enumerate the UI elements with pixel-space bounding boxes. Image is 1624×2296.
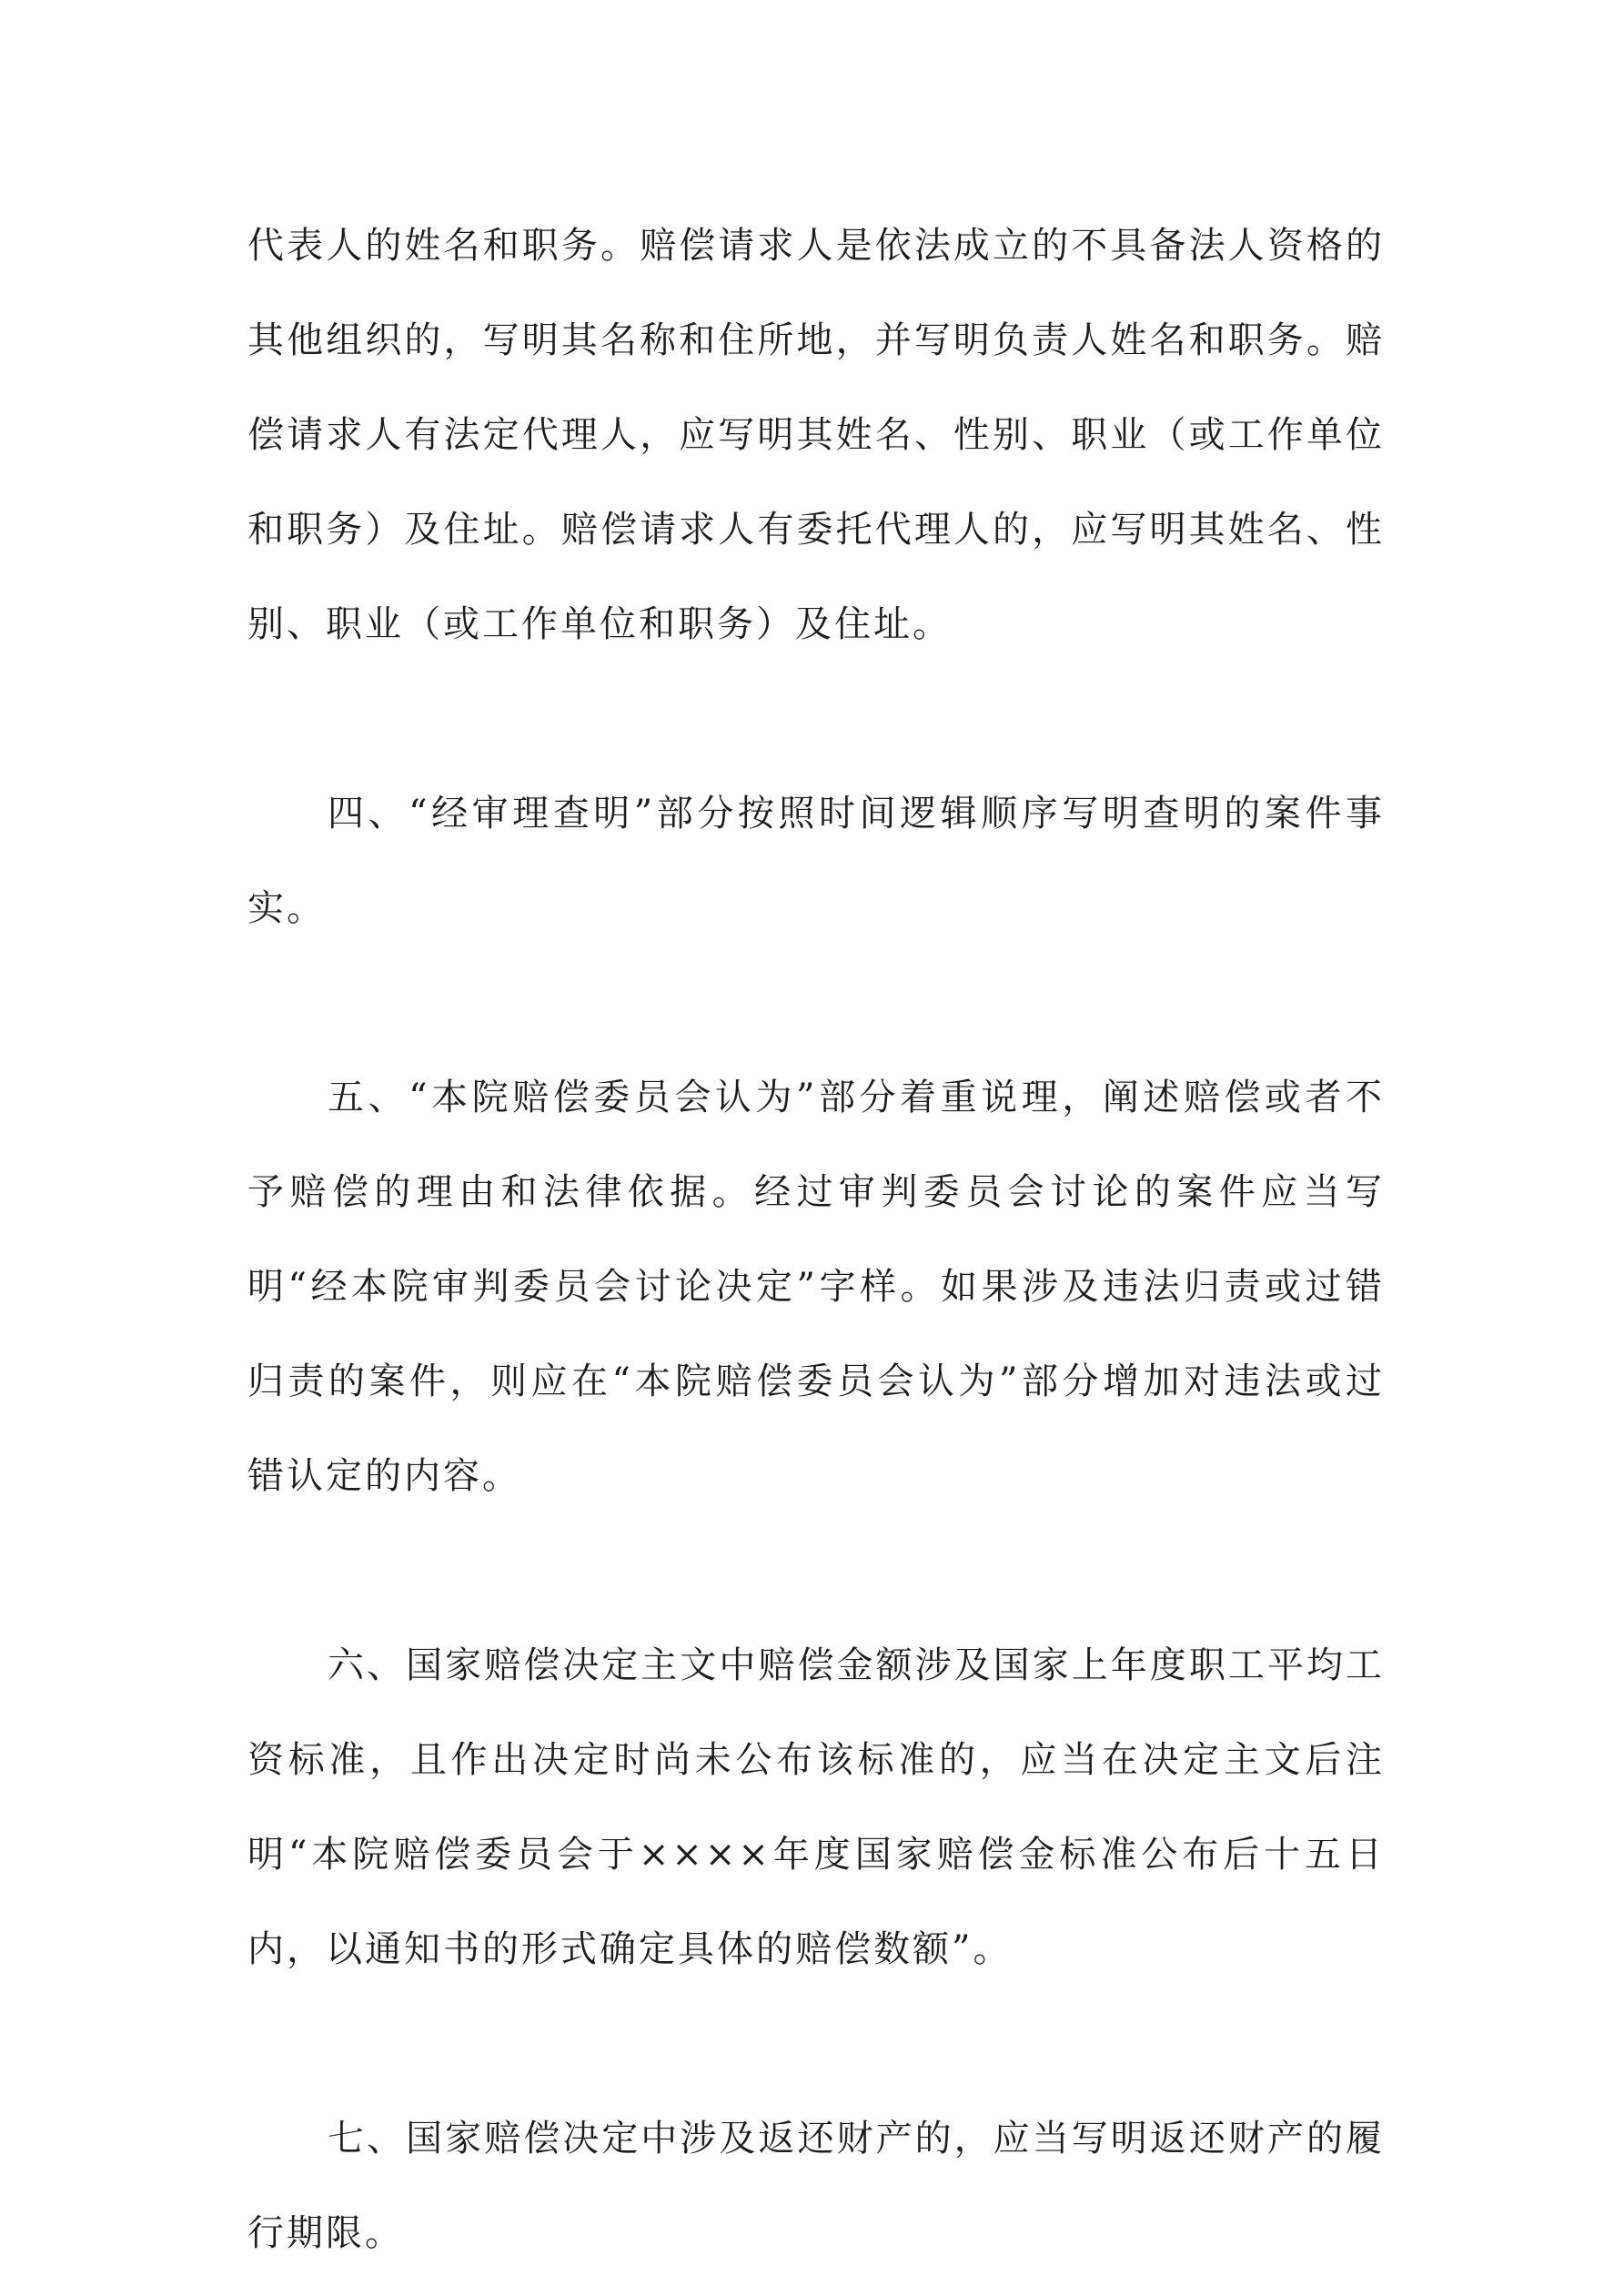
paragraph-item-6: 六、国家赔偿决定主文中赔偿金额涉及国家上年度职工平均工资标准，且作出决定时尚未公布该标准的，应当在决定主文后注明“本院赔偿委员会于××××年度国家赔偿金标准公布后十五日内，以通知书的形式确定具体的赔偿数额”。 (247, 1644, 1385, 1970)
paragraph-continuation: 代表人的姓名和职务。赔偿请求人是依法成立的不具备法人资格的其他组织的，写明其名称和住所地，并写明负责人姓名和职务。赔偿请求人有法定代理人，应写明其姓名、性别、职业（或工作单位和职务）及住址。赔偿请求人有委托代理人的，应写明其姓名、性别、职业（或工作单位和职务）及住址。 (247, 225, 1385, 645)
document-body (247, 198, 1385, 2281)
paragraph-item-5: 五、“本院赔偿委员会认为”部分着重说理，阐述赔偿或者不予赔偿的理由和法律依据。经过审判委员会讨论的案件应当写明“经本院审判委员会讨论决定”字样。如果涉及违法归责或过错归责的案件，则应在“本院赔偿委员会认为”部分增加对违法或过错认定的内容。 (247, 1077, 1385, 1497)
paragraph-item-7: 七、国家赔偿决定中涉及返还财产的，应当写明返还财产的履行期限。 (247, 2118, 1385, 2254)
paragraph-item-4: 四、“经审理查明”部分按照时间逻辑顺序写明查明的案件事实。 (247, 793, 1385, 929)
